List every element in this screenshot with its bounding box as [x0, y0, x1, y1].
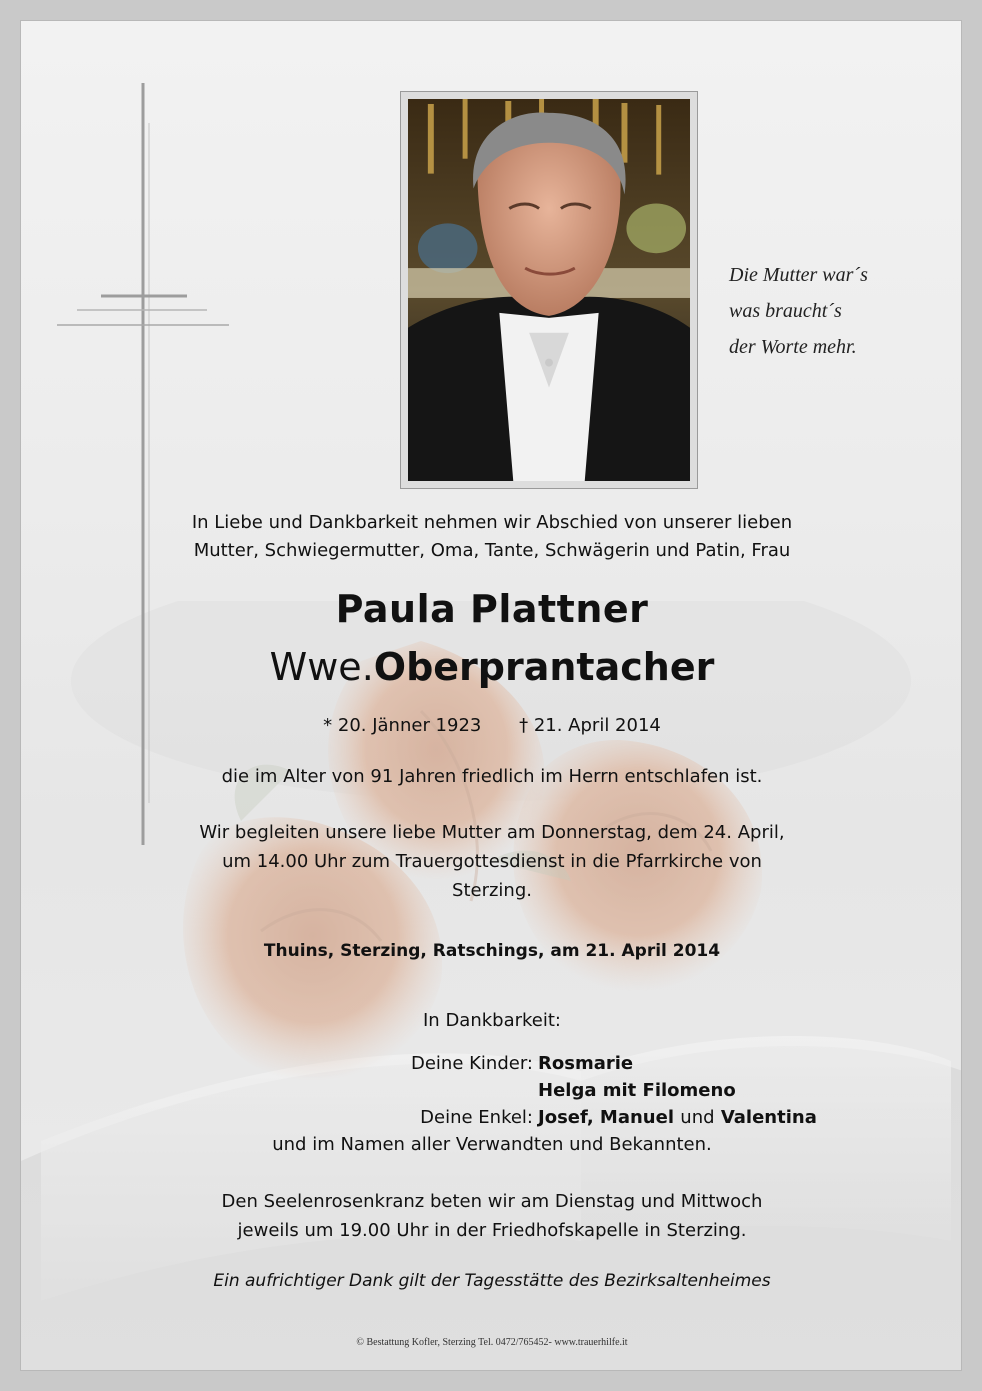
child-name: Rosmarie — [538, 1053, 634, 1074]
grandchildren-first: Josef, Manuel — [538, 1107, 675, 1128]
thanks-heading: In Dankbarkeit: — [423, 1010, 561, 1031]
age-text: die im Alter von 91 Jahren friedlich im Herrn entschlafen ist. — [221, 766, 763, 787]
grandchildren-last: Valentina — [720, 1107, 817, 1128]
place-date: Thuins, Sterzing, Ratschings, am 21. April 2014 — [263, 941, 721, 961]
family-row — [21, 1077, 962, 1104]
funeral-line: um 14.00 Uhr zum Trauergottesdienst in die Pfarrkirche von — [222, 851, 762, 872]
portrait-photo — [408, 99, 690, 481]
memorial-quote — [729, 257, 949, 365]
rosary-line: Den Seelenrosenkranz beten wir am Dienstag und Mittwoch — [221, 1191, 763, 1212]
family-list — [21, 1050, 962, 1131]
deceased-name: Paula Plattner — [335, 587, 649, 631]
quote-line: der Worte mehr. — [729, 336, 857, 358]
family-row — [21, 1050, 962, 1077]
funeral-line: Wir begleiten unsere liebe Mutter am Donnerstag, dem 24. April, — [199, 822, 785, 843]
widow-surname: Oberprantacher — [373, 645, 715, 689]
widow-name — [21, 645, 962, 689]
death-date: † 21. April 2014 — [519, 715, 661, 736]
grandchildren-and: und — [680, 1107, 715, 1128]
grandchildren-label: Deine Enkel: — [420, 1107, 533, 1128]
grandchildren-names — [538, 1104, 817, 1131]
funeral-line: Sterzing. — [452, 880, 532, 901]
gratitude-text: Ein aufrichtiger Dank gilt der Tagesstätte des Bezirksaltenheimes — [213, 1271, 771, 1291]
intro-line: Mutter, Schwiegermutter, Oma, Tante, Schwägerin und Patin, Frau — [193, 540, 791, 561]
relatives-text: und im Namen aller Verwandten und Bekannten. — [272, 1134, 712, 1155]
rosary-text — [21, 1187, 962, 1245]
quote-line: was braucht´s — [729, 300, 842, 322]
obituary-card — [20, 20, 962, 1371]
intro-line: In Liebe und Dankbarkeit nehmen wir Abschied von unserer lieben — [191, 512, 793, 533]
quote-line: Die Mutter war´s — [729, 264, 868, 286]
life-dates — [21, 715, 962, 736]
portrait-frame — [400, 91, 698, 489]
rosary-line: jeweils um 19.00 Uhr in der Friedhofskapelle in Sterzing. — [237, 1220, 747, 1241]
children-label: Deine Kinder: — [410, 1053, 533, 1074]
family-row — [21, 1104, 962, 1131]
child-name: Helga mit Filomeno — [538, 1080, 736, 1101]
intro-text — [21, 509, 962, 565]
birth-date: * 20. Jänner 1923 — [323, 715, 482, 736]
cross-icon — [57, 83, 237, 853]
widow-prefix: Wwe. — [269, 645, 374, 689]
funeral-text — [21, 818, 962, 905]
footer-imprint: © Bestattung Kofler, Sterzing Tel. 0472/765452- www.trauerhilfe.it — [356, 1337, 628, 1348]
